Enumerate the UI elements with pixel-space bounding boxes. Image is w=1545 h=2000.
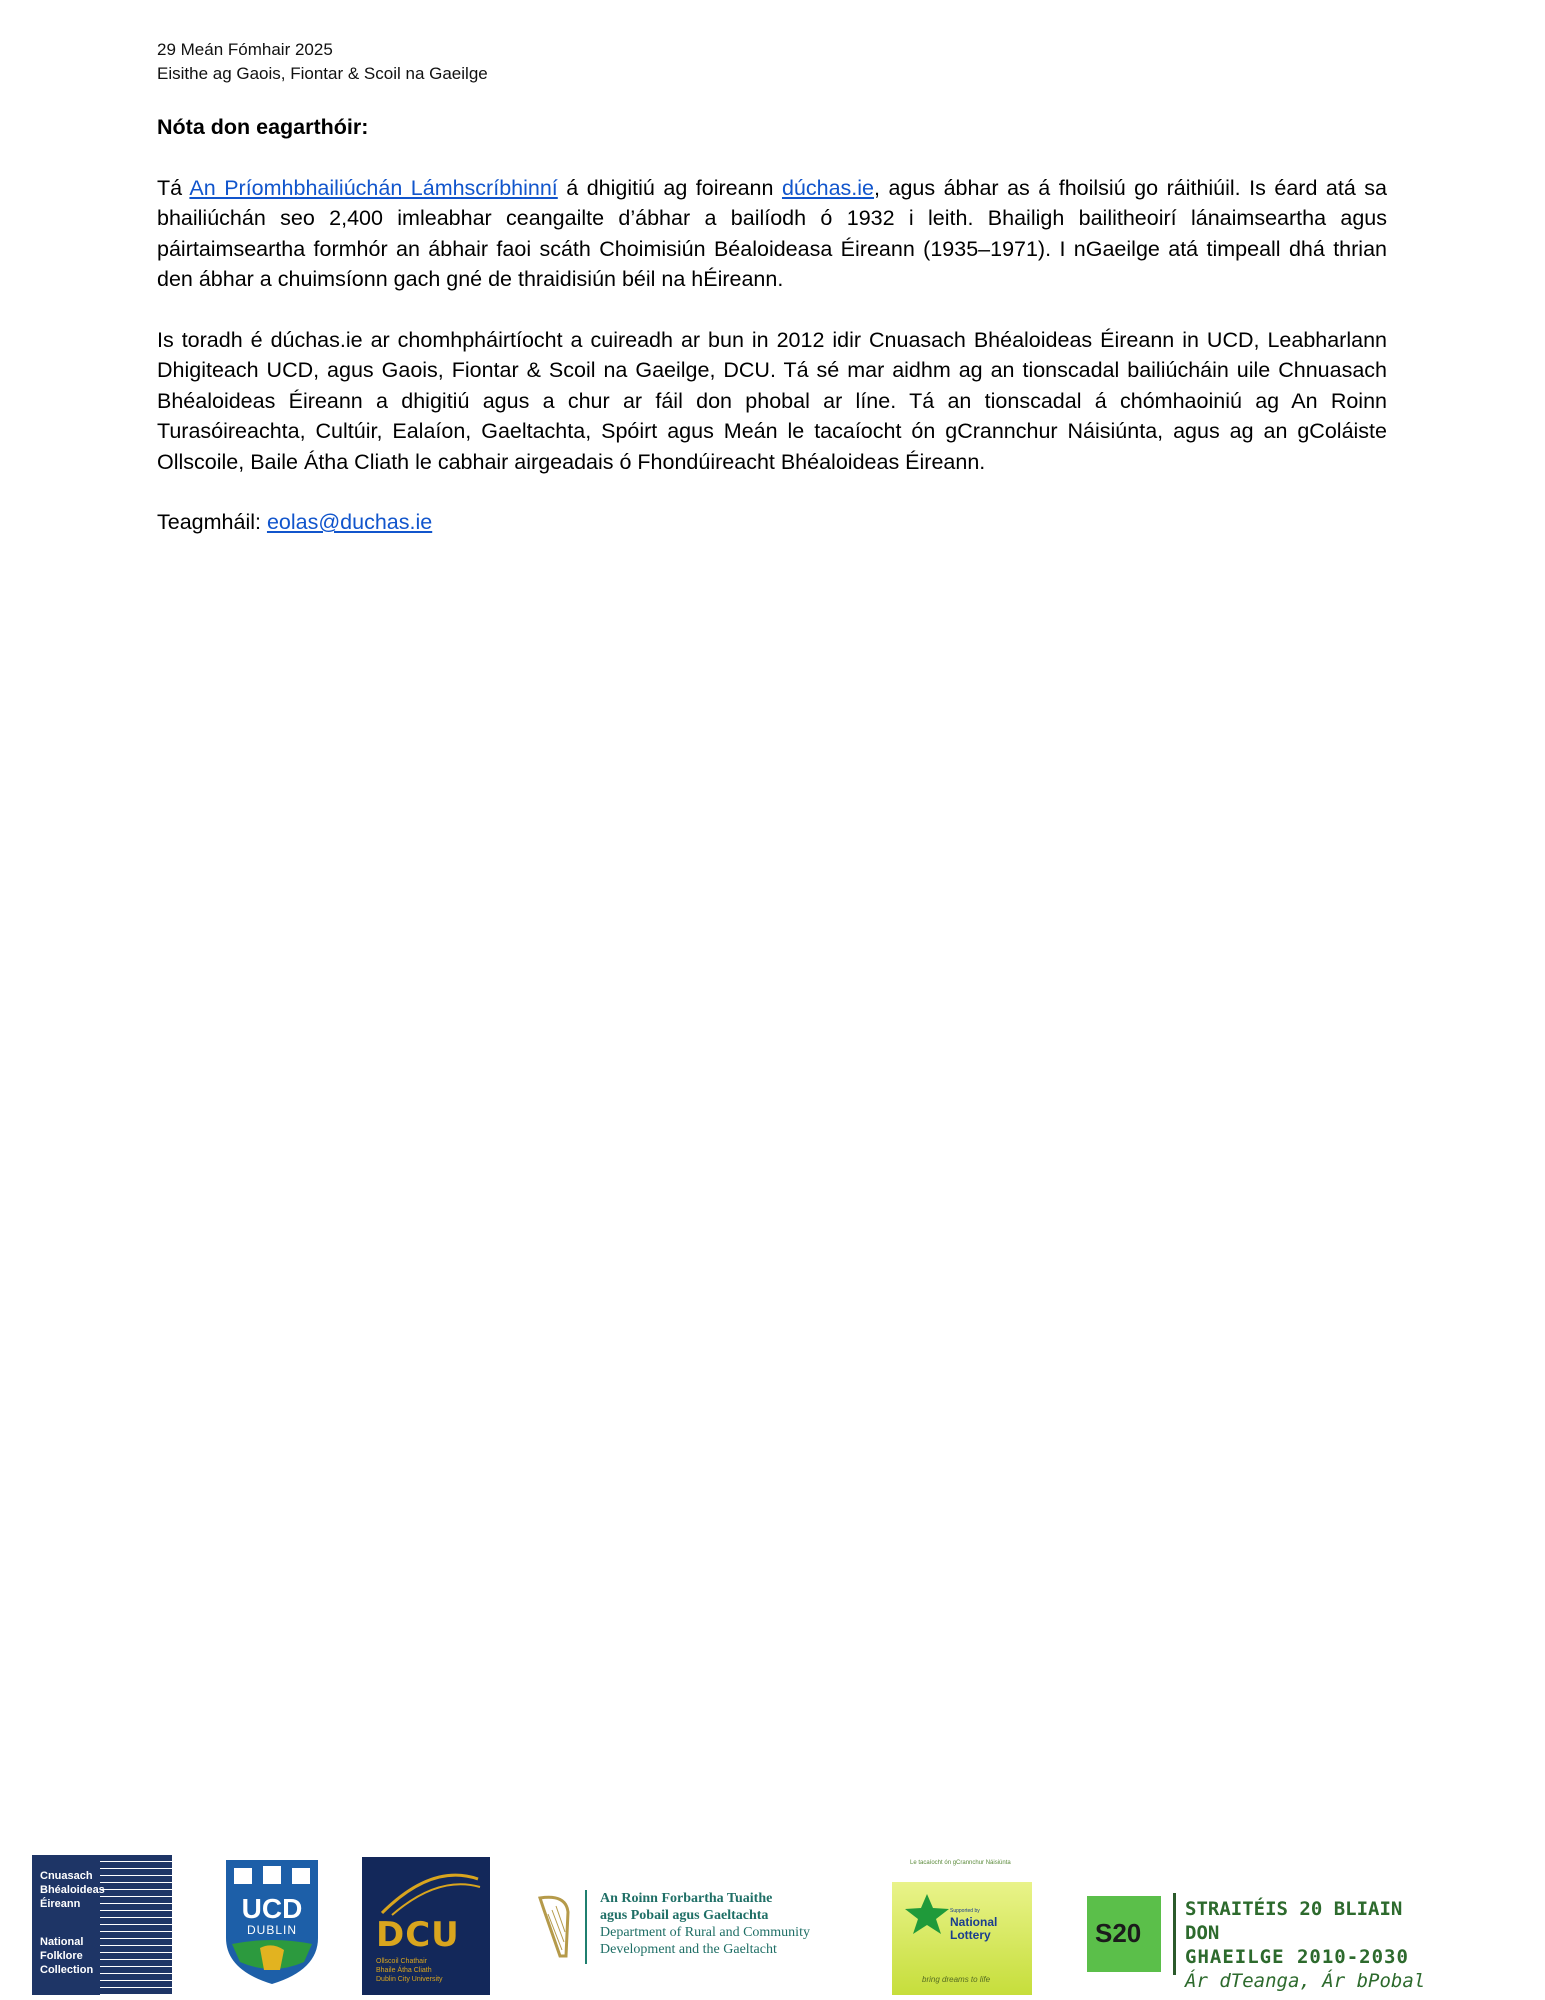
ucd-logo [224,1858,320,1986]
dept-name: An Roinn Forbartha Tuaithe agus Pobail agus Gaeltachta Department of Rural and Community Development and the Gaeltacht [600,1891,810,1957]
p1-text-mid: á dhigitiú ag foireann [557,175,782,200]
p1-text-pre: Tá [157,175,190,200]
dept-divider [585,1890,587,1964]
dcu-logo [362,1857,490,1995]
national-lottery-logo [892,1860,1032,1995]
lottery-name: National Lottery [950,1915,998,1942]
contact-line [157,507,1387,538]
note-heading: Nóta don eagarthóir: [157,115,369,139]
s20-badge: S20 [1087,1896,1161,1972]
dcu-wordmark: DCU [376,1915,460,1955]
paragraph-collection [157,173,1387,295]
s20-strategy-logo [1087,1893,1447,1992]
folk-stripes [100,1855,172,1995]
paragraph-partnership: Is toradh é dúchas.ie ar chomhpháirtíocht a cuireadh ar bun in 2012 idir Cnuasach Bhéaloideas Éireann in UCD, Leabharlann Dhigiteach UCD, agus Gaois, Fiontar & Scoil na Gaeilge, DCU. Tá sé mar aidhm ag an tionscadal bailiúcháin uile Chnuasach Bhéaloideas Éireann a dhigitiú agus a chur ar fáil don phobal ar líne. Tá an tionscadal á chómhaoiniú ag An Roinn Turasóireachta, Cultúir, Ealaíon, Gaeltachta, Spóirt agus Meán le tacaíocht ón gCrannchur Náisiúnta, agus ag an gColáiste Ollscoile, Baile Átha Cliath le cabhair airgeadais ó Fhondúireacht Bhéaloideas Éireann. [157,327,1387,474]
s20-title: STRAITÉIS 20 BLIAIN DON GHAEILGE 2010-2030 Ár dTeanga, Ár bPobal [1185,1898,1426,1992]
page-header [157,38,488,86]
svg-text:DUBLIN: DUBLIN [246,1923,298,1937]
main-manuscript-collection-link[interactable]: An Príomhbhailiúchán Lámhscríbhinní [189,175,558,200]
department-rural-community-logo [532,1888,862,1968]
contact-email-link[interactable]: eolas@duchas.ie [266,510,433,534]
issued-by: Eisithe ag Gaois, Fiontar & Scoil na Gaeilge [157,64,488,83]
dcu-subtitle: Ollscoil Chathair Bhaile Átha Cliath Dublin City University [376,1958,443,1983]
s20-divider [1173,1893,1176,1975]
svg-text:UCD: UCD [241,1893,303,1924]
release-date: 29 Meán Fómhair 2025 [157,40,333,59]
ucd-crest-icon [224,1858,320,1986]
lottery-irish-tagline: Le tacaíocht ón gCrannchur Náisiúnta [910,1860,1011,1866]
lottery-supported-by: Supported by [950,1908,980,1914]
lottery-tagline: bring dreams to life [922,1975,991,1984]
harp-icon [532,1892,574,1962]
p1-text-post: , agus ábhar as á fhoilsiú go ráithiúil. Is éard atá sa bhailiúchán seo 2,400 imleabhar ceangailte d’ábhar a bailíodh ó 1932 i leith. Bhailigh bailitheoirí lánaimseartha agus páirtaimseartha formhór an ábhair faoi scáth Choimisiún Béaloideasa Éireann (1935–1971). I nGaeilge atá timpeall dhá thrian den ábhar a chuimsíonn gach gné de thraidisiún béil na hÉireann. [157,175,1387,291]
dcu-swoosh-icon [362,1857,490,1917]
folk-english-name: National Folklore Collection [40,1936,94,1976]
contact-label: Teagmháil: [157,510,267,534]
editor-note [157,112,1387,568]
lottery-star-icon [902,1892,952,1936]
national-folklore-collection-logo [32,1855,172,1995]
folk-irish-name: Cnuasach Bhéaloideas Éireann [40,1870,105,1910]
duchas-link[interactable]: dúchas.ie [781,175,875,200]
